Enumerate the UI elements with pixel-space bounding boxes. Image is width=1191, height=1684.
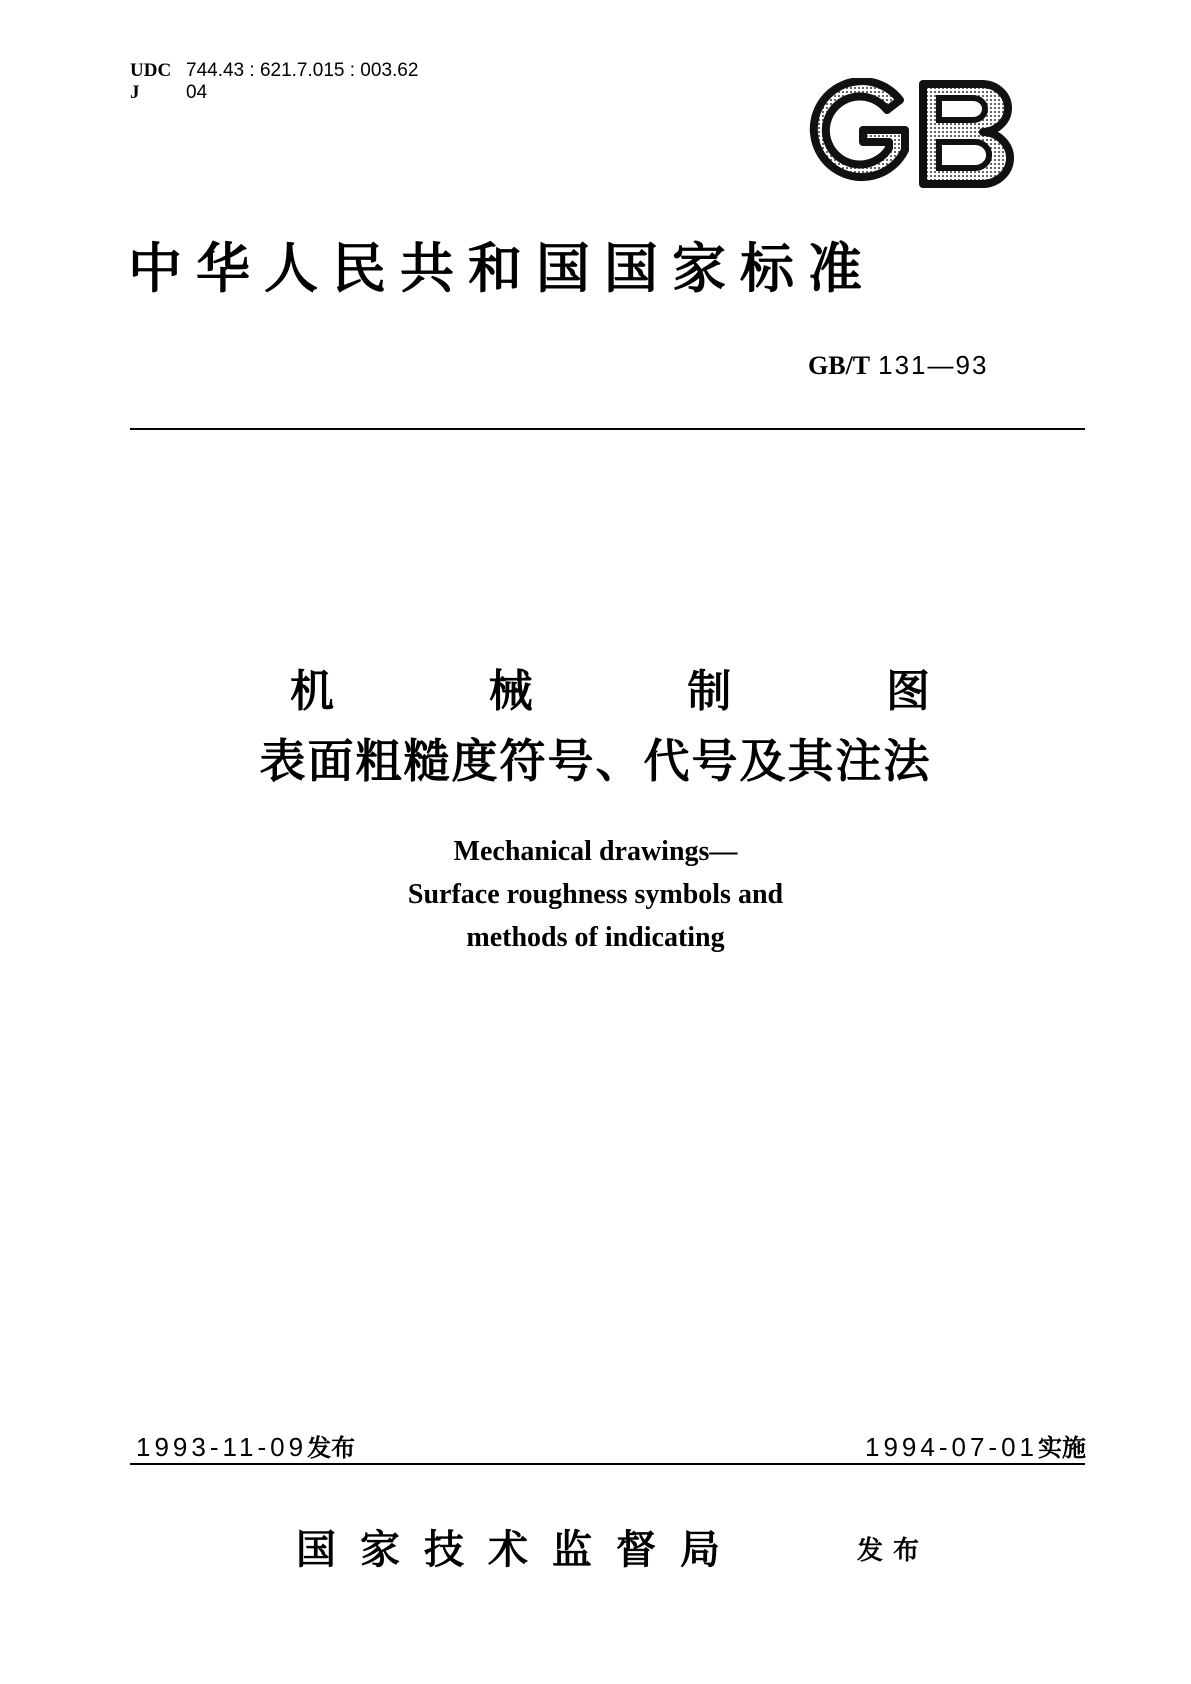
en-title-line: Surface roughness symbols and bbox=[407, 879, 784, 910]
standard-number-value: 131—93 bbox=[878, 350, 989, 380]
cn-title-word: 械 bbox=[488, 666, 533, 717]
national-standard-title: 中华人民共和国国家标准 bbox=[128, 236, 876, 300]
footer-divider bbox=[130, 1463, 1085, 1465]
effective-date: 1994-07-01 bbox=[865, 1432, 1038, 1462]
cn-title-line-1 bbox=[290, 655, 930, 719]
classification-codes bbox=[130, 60, 418, 104]
cn-title-word: 图 bbox=[885, 666, 930, 717]
publisher-action: 发布 bbox=[857, 1536, 930, 1566]
udc-value: 744.43 : 621.7.015 : 003.62 bbox=[186, 60, 419, 81]
udc-label: UDC bbox=[130, 60, 172, 81]
en-title bbox=[0, 830, 1191, 959]
j-label: J bbox=[130, 82, 140, 103]
issued bbox=[136, 1428, 355, 1463]
j-line bbox=[130, 82, 418, 104]
effective-word: 实施 bbox=[1038, 1434, 1086, 1462]
gb-logo-letter-g bbox=[814, 81, 905, 177]
udc-line bbox=[130, 60, 418, 82]
cn-title-word: 制 bbox=[687, 666, 732, 717]
effective bbox=[865, 1428, 1086, 1463]
cn-title-line-2: 表面粗糙度符号、代号及其注法 bbox=[259, 734, 932, 788]
en-title-line: Mechanical drawings— bbox=[453, 836, 738, 867]
en-title-line: methods of indicating bbox=[466, 922, 725, 953]
standard-number-prefix: GB/T bbox=[808, 351, 871, 380]
gb-logo-letter-b bbox=[923, 84, 1010, 184]
standard-number bbox=[808, 350, 988, 381]
issued-word: 发布 bbox=[307, 1434, 356, 1462]
j-value: 04 bbox=[186, 82, 208, 103]
issued-date: 1993-11-09 bbox=[136, 1432, 308, 1462]
date-row bbox=[136, 1428, 1086, 1463]
publisher-name: 国家技术监督局 bbox=[296, 1526, 744, 1573]
gb-logo bbox=[805, 78, 1020, 190]
cn-title-word: 机 bbox=[290, 666, 334, 717]
header-divider bbox=[130, 428, 1085, 430]
